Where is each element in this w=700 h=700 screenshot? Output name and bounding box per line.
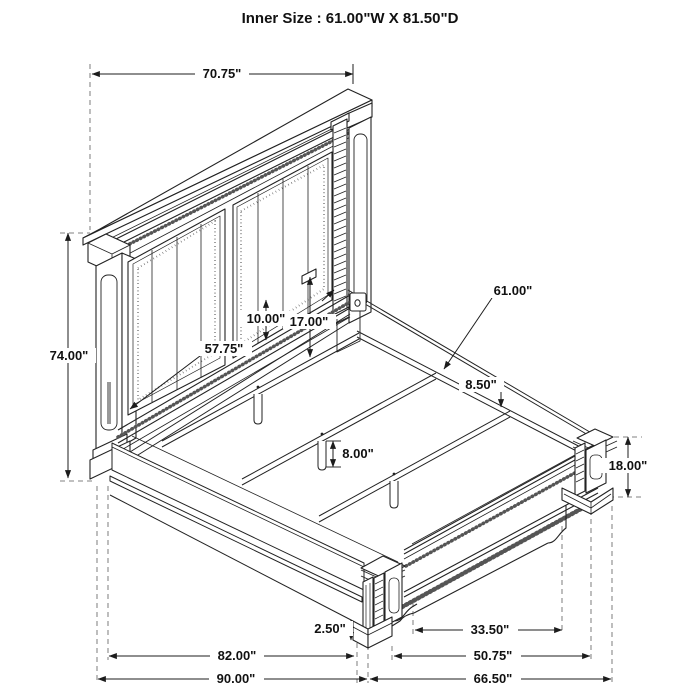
bolt-hole [355, 300, 360, 306]
diagram-title: Inner Size : 61.00"W X 81.50"D [241, 10, 459, 27]
dim-label-82-00: 82.00" [217, 648, 257, 663]
rail-bracket [350, 293, 366, 311]
dim-label-74-00: 74.00" [49, 348, 89, 363]
right-side-rail [348, 290, 600, 438]
dim-label-8-50: 8.50" [465, 377, 497, 392]
dim-leader-61-00 [444, 298, 492, 369]
dim-label-18-00: 18.00" [608, 458, 648, 473]
right-post-column [575, 443, 585, 496]
corner-post-pilaster [385, 563, 402, 626]
footboard [353, 429, 617, 648]
dim-label-70-75: 70.75" [202, 66, 242, 81]
dim-label-8-00: 8.00" [342, 446, 374, 461]
dim-label-33-50: 33.50" [470, 622, 510, 637]
dim-label-10-00: 10.00" [246, 311, 286, 326]
dim-label-50-75: 50.75" [473, 648, 513, 663]
dim-label-61-00: 61.00" [493, 283, 533, 298]
footboard-panel [404, 444, 604, 597]
left-post [96, 253, 122, 459]
dim-label-57-75: 57.75" [204, 341, 244, 356]
right-twisted-column [333, 119, 347, 319]
headboard [83, 89, 372, 479]
dim-label-17-00: 17.00" [289, 314, 329, 329]
left-side-rail [110, 436, 398, 621]
dim-label-90-00: 90.00" [216, 671, 256, 686]
dim-label-2-50: 2.50" [314, 621, 346, 636]
dim-label-66-50: 66.50" [473, 671, 513, 686]
